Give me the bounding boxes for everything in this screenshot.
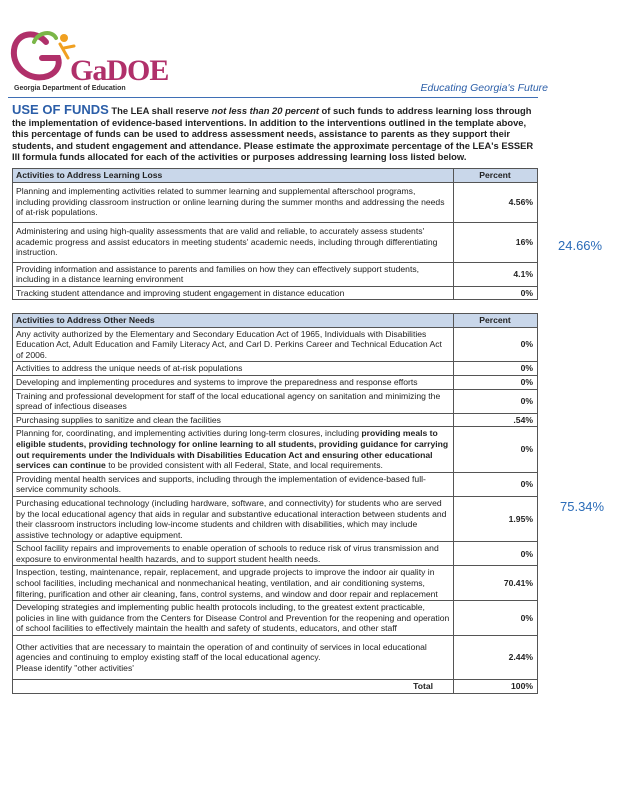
percent-cell: 0% [454, 542, 538, 566]
table-row [13, 362, 538, 376]
table-row [13, 389, 538, 413]
table-row [13, 601, 538, 636]
intro-text-2: of such funds to address learning loss through the implementation of evidence-based interventions. In addition to the interventions outlined in the template above, this percentage of funds can be used to address assessment needs, assistance to parents as they support their students, and student engagement and attendance. Please estimate the approximate percentage of the LEA's ESSER III formula funds allocated for each of the activities or purposes addressing learning loss listed below. [12, 105, 534, 163]
activity-cell: Providing mental health services and supports, including through the implementation of evidence-based full-service community schools. [13, 472, 454, 496]
table-row [13, 496, 538, 541]
activity-cell: Developing strategies and implementing public health protocols including, to the greatest extent practicable, policies in line with guidance from the Centers for Disease Control and Prevention for the reopening and operation of school facilities to effectively maintain the health and safety of students, educators, and other staff [13, 601, 454, 636]
table-row [13, 222, 538, 262]
table-row [13, 286, 538, 300]
column-header-activity: Activities to Address Learning Loss [13, 169, 454, 183]
percent-cell: 0% [454, 362, 538, 376]
activity-cell: School facility repairs and improvements to enable operation of schools to reduce risk of virus transmission and exposure to environmental health hazards, and to support student health needs. [13, 542, 454, 566]
activity-cell: Administering and using high-quality assessments that are valid and reliable, to accurately assess students' academic progress and assist educators in meeting students' academic needs, including through differentiating instruction. [13, 222, 454, 262]
table-row [13, 262, 538, 286]
table-header-row [13, 314, 538, 328]
activity-note: Please identify "other activities' [16, 662, 134, 673]
section-heading: USE OF FUNDS [12, 102, 109, 117]
gadoe-logo [8, 28, 169, 96]
gadoe-logo-mark-icon [8, 28, 78, 86]
activity-cell [13, 427, 454, 472]
percent-cell: 0% [454, 327, 538, 362]
other-needs-table [12, 313, 538, 694]
activity-cell: Inspection, testing, maintenance, repair, replacement, and upgrade projects to improve the indoor air quality in school facilities, including mechanical and nonmechanical heating, ventilation, and air conditioning systems, filtering, purification and other air cleaning, fans, control systems, and window and door repair and replacement [13, 566, 454, 601]
learning-loss-sum-annotation: 24.66% [558, 238, 603, 253]
intro-emphasis: not less than 20 percent [211, 105, 319, 116]
percent-cell: 0% [454, 472, 538, 496]
use-of-funds-intro [12, 104, 538, 163]
percent-cell: 4.56% [454, 182, 538, 222]
percent-cell: 2.44% [454, 636, 538, 680]
percent-cell: 0% [454, 601, 538, 636]
percent-cell: 4.1% [454, 262, 538, 286]
table-header-row [13, 169, 538, 183]
table-row [13, 327, 538, 362]
table-row [13, 427, 538, 472]
activity-cell: Any activity authorized by the Elementary and Secondary Education Act of 1965, Individuals with Disabilities Education Act, Adult Education and Family Literacy Act, and Carl D. Perkins Career and Technical Education Act of 2006. [13, 327, 454, 362]
column-header-percent: Percent [454, 314, 538, 328]
activity-text: Other activities that are necessary to maintain the operation of and continuity of services in local educational agencies and continuing to employ existing staff of the local educational agency. [16, 641, 427, 663]
activity-cell [13, 636, 454, 680]
logo-subtitle: Georgia Department of Education [14, 85, 126, 92]
header-divider [8, 97, 538, 98]
table-row [13, 542, 538, 566]
table-row [13, 472, 538, 496]
activity-cell: Purchasing educational technology (including hardware, software, and connectivity) for students who are served by the local educational agency that aids in regular and substantive educational interaction between students and their classroom instructors including low-income students and children with disabilities, which may include assistive technology or adaptive equipment. [13, 496, 454, 541]
activity-bold-text: providing meals to eligible students, providing technology for online learning to all students, providing guidance for carrying out requirements under the Individuals with Disabilities Education Act and ensuring other educational services can continue [16, 428, 449, 471]
percent-cell: .54% [454, 413, 538, 427]
activity-cell: Tracking student attendance and improving student engagement in distance education [13, 286, 454, 300]
column-header-activity: Activities to Address Other Needs [13, 314, 454, 328]
learning-loss-table [12, 168, 538, 300]
tagline: Educating Georgia's Future [420, 82, 548, 94]
table-row [13, 375, 538, 389]
table-row [13, 566, 538, 601]
percent-cell: 70.41% [454, 566, 538, 601]
intro-text-1: The LEA shall reserve [111, 105, 212, 116]
logo-wordmark: GaDOE [70, 54, 169, 87]
percent-cell: 0% [454, 286, 538, 300]
activity-text: to be provided consistent with all Federal, State, and local requirements. [105, 460, 383, 471]
activity-cell: Training and professional development for staff of the local educational agency on sanitation and minimizing the spread of infectious diseases [13, 389, 454, 413]
column-header-percent: Percent [454, 169, 538, 183]
total-label: Total [13, 680, 454, 694]
activity-cell: Purchasing supplies to sanitize and clean the facilities [13, 413, 454, 427]
percent-cell: 16% [454, 222, 538, 262]
table-row [13, 413, 538, 427]
table-row [13, 182, 538, 222]
activity-cell: Activities to address the unique needs of at-risk populations [13, 362, 454, 376]
total-row [13, 680, 538, 694]
activity-cell: Providing information and assistance to parents and families on how they can effectively support students, including in a distance learning environment [13, 262, 454, 286]
activity-cell: Planning and implementing activities related to summer learning and supplemental afterschool programs, including providing classroom instruction or online learning during the summer months and addressing the needs of at-risk populations. [13, 182, 454, 222]
percent-cell: 0% [454, 389, 538, 413]
table-row [13, 636, 538, 680]
activity-cell: Developing and implementing procedures and systems to improve the preparedness and response efforts [13, 375, 454, 389]
percent-cell: 0% [454, 427, 538, 472]
percent-cell: 1.95% [454, 496, 538, 541]
other-needs-sum-annotation: 75.34% [560, 499, 605, 514]
total-percent: 100% [454, 680, 538, 694]
percent-cell: 0% [454, 375, 538, 389]
activity-text: Planning for, coordinating, and implementing activities during long-term closures, including [16, 428, 362, 439]
